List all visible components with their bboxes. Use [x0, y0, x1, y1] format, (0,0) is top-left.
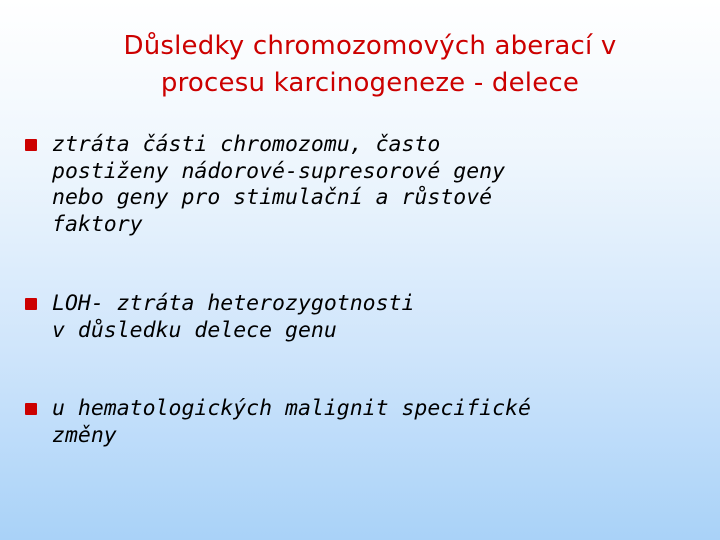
title-line-2: procesu karcinogeneze - delece: [160, 68, 580, 98]
bullet-1-line-3: nebo geny pro stimulační a růstové: [52, 185, 493, 210]
bullet-3-line-1: u hematologických malignit specifické: [52, 396, 531, 421]
bullet-item-hematologic: [25, 396, 531, 449]
bullet-2-line-1: LOH- ztráta heterozygotnosti: [52, 291, 415, 316]
bullet-3-line-2: změny: [52, 422, 117, 448]
square-bullet-icon: [25, 139, 37, 151]
bullet-item-deletion: [25, 132, 505, 238]
bullet-2-line-2: v důsledku delece genu: [52, 317, 337, 343]
title-line-1: Důsledky chromozomových aberací v: [123, 31, 617, 61]
bullet-1-line-2: postiženy nádorové-supresorové geny: [52, 158, 506, 184]
square-bullet-icon: [25, 298, 37, 310]
bullet-1-line-4: faktory: [52, 211, 143, 237]
bullet-item-loh: [25, 291, 414, 344]
square-bullet-icon: [25, 403, 37, 415]
slide-title: [40, 28, 700, 102]
bullet-1-line-1: ztráta části chromozomu, často: [52, 132, 441, 157]
